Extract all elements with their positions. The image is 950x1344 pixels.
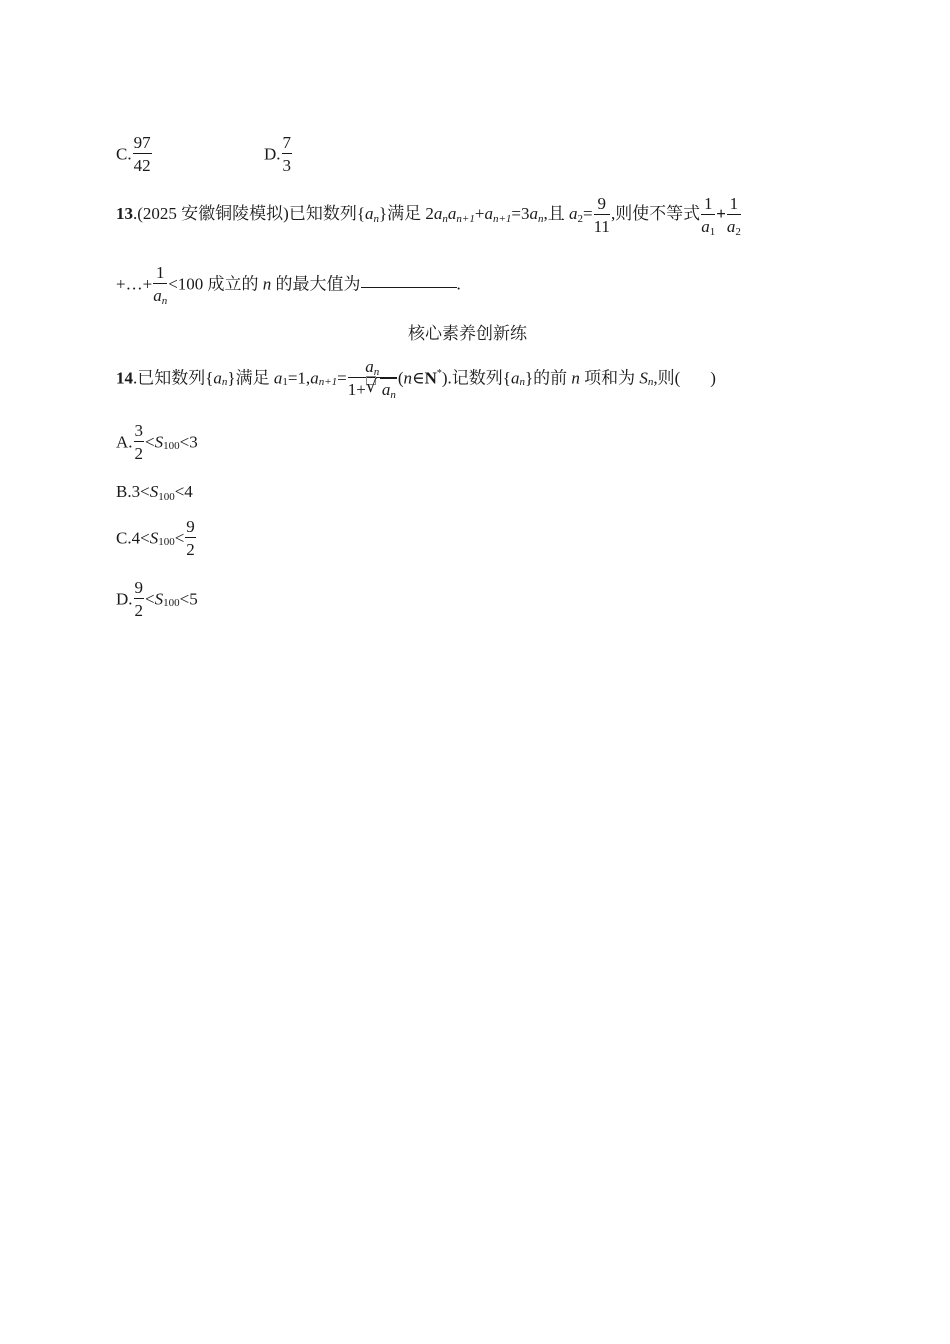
option-label: C.4<	[116, 528, 150, 548]
question-number: 14	[116, 368, 133, 388]
denominator: 3	[282, 156, 292, 175]
fraction	[701, 194, 716, 238]
question-text: }满足	[227, 368, 274, 388]
var-n: n	[571, 368, 580, 388]
option-text: <5	[179, 589, 198, 609]
sub-n: n	[647, 375, 654, 388]
nth-root	[365, 377, 397, 401]
var-a: a	[365, 357, 374, 376]
q14-line-1	[116, 357, 716, 401]
paren-open: (	[397, 368, 404, 388]
denominator: 2	[186, 540, 195, 559]
fraction	[153, 263, 168, 307]
q14-option-b[interactable]	[116, 482, 193, 503]
denominator	[726, 215, 741, 238]
question-text: =1,	[287, 368, 311, 388]
var-a: a	[213, 368, 222, 388]
natural-numbers: N	[424, 368, 437, 388]
var-a: a	[310, 368, 319, 388]
sub-2: 2	[577, 212, 583, 225]
var-a: a	[433, 203, 443, 223]
numerator: 9	[186, 517, 195, 536]
sub-100: 100	[163, 439, 180, 452]
fraction	[134, 422, 145, 462]
var-a: a	[153, 286, 162, 305]
sub-100: 100	[158, 491, 175, 503]
option-label: D.	[116, 589, 133, 609]
sub-n: n	[390, 389, 396, 401]
question-text: 项和为	[579, 368, 640, 388]
paren-close: )	[710, 368, 716, 388]
sub-2: 2	[735, 226, 741, 238]
q12-option-d	[264, 134, 293, 174]
question-text: ,则使不等式	[610, 203, 701, 223]
var-S: S	[149, 528, 159, 548]
q14-option-c[interactable]	[116, 518, 197, 558]
denominator	[347, 377, 397, 401]
sub-n1: n+1	[318, 375, 338, 388]
numerator: 1	[153, 264, 167, 284]
question-text: }满足 2	[378, 203, 434, 223]
radical-sign: √	[365, 377, 377, 397]
less-than: <	[174, 528, 185, 548]
question-text: }的前	[524, 368, 572, 388]
numerator: 9	[594, 195, 610, 215]
option-label: C.	[116, 144, 132, 164]
equals: =	[337, 368, 347, 388]
denominator	[153, 284, 168, 307]
question-text: 1+	[347, 380, 366, 399]
fraction	[594, 195, 610, 235]
var-n: n	[403, 368, 412, 388]
var-a: a	[273, 368, 283, 388]
var-a: a	[381, 380, 391, 399]
sub-1: 1	[282, 375, 288, 388]
var-a: a	[529, 203, 538, 223]
question-text: .(2025 安徽铜陵模拟)已知数列{	[133, 203, 365, 223]
option-label: A.	[116, 432, 133, 452]
question-number: 13	[116, 203, 133, 223]
q13-line-1	[116, 194, 742, 238]
sub-n: n	[537, 212, 544, 225]
var-a: a	[726, 217, 736, 236]
var-n: n	[262, 274, 272, 294]
q13-line-2	[116, 263, 461, 307]
fraction	[347, 357, 397, 401]
radicand	[380, 378, 397, 399]
var-S: S	[639, 368, 648, 388]
sub-n1: n+1	[492, 212, 512, 225]
fraction	[134, 579, 145, 619]
equals: =	[582, 203, 593, 223]
option-text: <3	[179, 432, 198, 452]
fraction	[185, 518, 196, 558]
var-a: a	[701, 217, 710, 236]
sub-n1: n+1	[456, 212, 475, 225]
denominator: 2	[134, 601, 144, 620]
sub-n: n	[373, 212, 379, 225]
numerator: 1	[727, 195, 741, 215]
less-than: <	[145, 589, 155, 609]
less-than: <	[145, 432, 155, 452]
question-text: ,且	[543, 203, 569, 223]
plus: +	[474, 203, 485, 223]
sub-n: n	[161, 295, 168, 307]
denominator: 42	[133, 156, 151, 175]
var-a: a	[364, 203, 374, 223]
question-text: .已知数列{	[133, 368, 214, 388]
var-S: S	[149, 482, 159, 501]
plus: +	[716, 203, 726, 223]
numerator: 1	[701, 195, 715, 215]
period: .	[456, 274, 461, 294]
fraction	[133, 134, 152, 174]
numerator: 9	[134, 578, 144, 597]
sub-100: 100	[163, 596, 180, 609]
var-a: a	[568, 203, 578, 223]
sub-100: 100	[158, 535, 175, 548]
denominator	[701, 215, 716, 238]
element-of: ∈	[411, 368, 425, 388]
fraction	[726, 194, 741, 238]
question-text: ,则(	[653, 368, 681, 388]
q12-option-c	[116, 134, 153, 174]
denominator: 2	[134, 444, 144, 463]
sub-n: n	[442, 212, 448, 225]
question-text: ).记数列{	[441, 368, 511, 388]
option-text: <4	[174, 482, 193, 501]
q14-option-a[interactable]	[116, 422, 198, 462]
question-text: +…+	[116, 274, 153, 294]
numerator: 3	[134, 421, 144, 440]
var-a: a	[447, 203, 457, 223]
question-text: <100 成立的	[168, 274, 263, 294]
var-S: S	[154, 589, 164, 609]
option-label: D.	[264, 144, 281, 164]
superscript-star: *	[436, 367, 442, 379]
sub-n: n	[373, 366, 380, 378]
sub-1: 1	[709, 226, 716, 238]
var-a: a	[510, 368, 520, 388]
section-title: 核心素养创新练	[408, 324, 527, 344]
numerator: 7	[282, 133, 292, 152]
answer-blank[interactable]	[361, 273, 457, 288]
sub-n: n	[519, 375, 525, 388]
var-a: a	[484, 203, 493, 223]
fraction	[282, 134, 293, 174]
var-S: S	[154, 432, 164, 452]
sub-n: n	[221, 375, 228, 388]
option-label: B.3<	[116, 482, 150, 501]
question-text: =3	[511, 203, 530, 223]
q14-option-d[interactable]	[116, 579, 198, 619]
numerator	[348, 358, 397, 378]
denominator: 11	[593, 217, 610, 236]
numerator: 97	[133, 133, 151, 152]
question-text: 的最大值为	[271, 274, 361, 294]
